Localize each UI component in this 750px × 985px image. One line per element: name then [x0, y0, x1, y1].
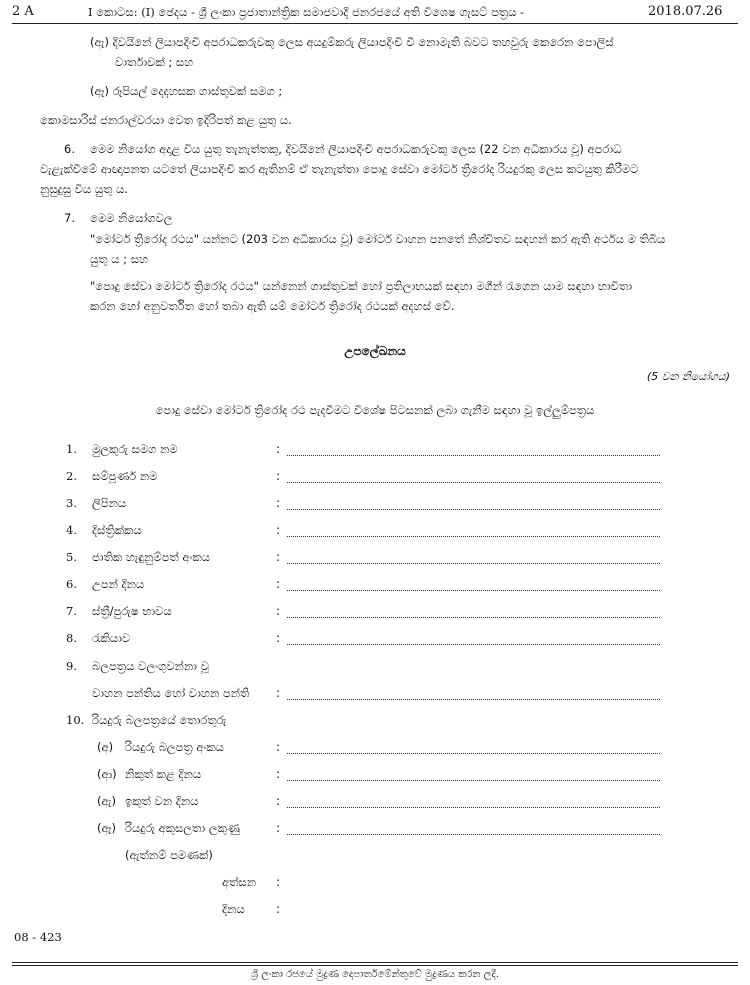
clause7-number: 7.	[64, 211, 75, 225]
field-number: 3.	[66, 496, 77, 510]
field-colon: :	[276, 631, 281, 645]
signature-label: අත්සන	[222, 875, 257, 889]
field-label-demerit-points: රියදුරු අකුසලතා ලකුණු	[125, 821, 240, 835]
field-label-name-with-initials: මුලකුරු සමග නම	[92, 442, 178, 456]
field-colon: :	[276, 767, 281, 781]
field-colon: :	[276, 442, 281, 456]
field-label-licence-valid-for: බලපත්‍රය වලංගුවන්නා වූ	[92, 659, 209, 673]
full-name-input[interactable]	[287, 482, 660, 483]
field-number: 1.	[66, 442, 77, 456]
licence-item-letter: (ඇ)	[97, 794, 116, 808]
field-number: 6.	[66, 577, 77, 591]
field-colon: :	[276, 577, 281, 591]
footer-printer: ශ්‍රී ලංකා රජයේ මුද්‍රණ දෙපාර්තමේන්තුවේ මුද්‍රණය කරන ලදී.	[251, 969, 499, 980]
field-colon: :	[276, 469, 281, 483]
clause6-line2: වැළැක්වීමේ ආඥාපනත යටතේ ලියාපදිංචි කර ඇතිනම් ඒ තැනැත්තා පොදු සේවා මෝටර් ත්‍රිරෝද රියදුරකු ලෙස කටයුතු කිරීමට	[40, 162, 639, 176]
field-label-licence-number: රියදුරු බලපත්‍ර අංකය	[125, 740, 224, 754]
field-colon: :	[276, 550, 281, 564]
field-label-district: දිස්ත්‍රික්කය	[92, 523, 142, 537]
field-colon: :	[276, 740, 281, 754]
field-colon: :	[276, 604, 281, 618]
field-label-expiry-date: ඉකුත් වන දිනය	[125, 794, 199, 808]
field-number: 4.	[66, 523, 77, 537]
clause6-line1: මෙම නියෝග අදාළ විය යුතු තැනැත්තකු, දිවයිනේ ලියාපදිංචි අපරාධකරුවකු ලෙස (22 වන අධිකාරය වූ) අපරාධ	[90, 142, 622, 156]
licence-section-number: 10.	[66, 713, 85, 727]
nic-number-input[interactable]	[287, 563, 660, 564]
schedule-reference: (5 වන නියෝගය)	[646, 370, 730, 383]
field-number: 8.	[66, 631, 77, 645]
field-number: 2.	[66, 469, 77, 483]
clause7-def2-line1: "පොදු සේවා මෝටර් ත්‍රිරෝද රථය" යන්නෙන් ගාස්තුවක් හෝ ප්‍රතිලාභයක් සඳහා මගීන් රැගෙන යාම සඳහා භාවිතා	[90, 279, 633, 293]
intro-commissioner: කොමසාරිස් ජනරාල්වරයා වෙත ඉදිරිපත් කළ යුතු ය.	[40, 113, 292, 127]
licence-number-input[interactable]	[287, 753, 660, 754]
field-colon: :	[276, 686, 281, 700]
page-number: 2 A	[12, 4, 34, 19]
field-number: 7.	[66, 604, 77, 618]
schedule-title: උපලේඛනය	[344, 344, 406, 358]
clause6-number: 6.	[64, 142, 75, 156]
clause6-line3: නුසුදුසු විය යුතු ය.	[40, 182, 129, 196]
date-label: දිනය	[222, 902, 245, 916]
field-colon: :	[276, 794, 281, 808]
field-label-date-of-birth: උපන් දිනය	[92, 577, 145, 591]
field-label-occupation: රැකියාව	[92, 631, 131, 645]
form-title: පොදු සේවා මෝටර් ත්‍රිරෝද රථ පැදවීමට විශේෂ පිටසනක් ලබා ගැනීම සඳහා වූ ඉල්ලුම්පත්‍රය	[155, 403, 595, 417]
header-rule	[12, 23, 738, 24]
clause7-def2-line2: කරන හෝ අනුවර්තිත හෝ තබා ඇති යම් මෝටර් ත්‍රිරෝද රථයක් අදහස් වේ.	[90, 299, 455, 313]
date-of-birth-input[interactable]	[287, 590, 660, 591]
demerit-points-input[interactable]	[287, 834, 660, 835]
field-label-issue-date: නිකුත් කළ දිනය	[125, 767, 202, 781]
address-input[interactable]	[287, 509, 660, 510]
field-colon: :	[276, 875, 281, 889]
occupation-input[interactable]	[287, 644, 660, 645]
intro-item-a-line1: (ඇ) දිවයිනේ ලියාපදිංචි අපරාධකරුවකු ලෙස අයදුම්කරු ලියාපදිංචි වී නොමැති බවට තහවුරු කෙරෙන පොලිස්	[90, 35, 614, 49]
field-label-full-name: සම්පූර්ණ නම	[92, 469, 158, 483]
expiry-date-input[interactable]	[287, 807, 660, 808]
footer-code: 08 - 423	[14, 930, 62, 944]
field-label-nic-number: ජාතික හැඳුනුම්පත් අංකය	[92, 550, 211, 564]
licence-item-letter: (ආ)	[97, 767, 117, 781]
field-number: 5.	[66, 550, 77, 564]
field-label-address: ලිපිනය	[92, 496, 127, 510]
intro-item-a-line2: වාර්තාවක් ; සහ	[115, 55, 194, 69]
clause7-def1-line2: යුතු ය ; සහ	[90, 252, 149, 266]
vehicle-class-input[interactable]	[287, 699, 660, 700]
licence-note: (ඇත්නම් පමණක්)	[125, 848, 213, 862]
footer-rule-top	[12, 962, 738, 963]
licence-item-letter: (ඈ)	[97, 821, 116, 835]
field-colon: :	[276, 496, 281, 510]
clause7-heading: මෙම නියෝගවල	[90, 211, 173, 225]
footer-rule-bottom	[12, 965, 738, 966]
field-number: 9.	[66, 659, 77, 673]
name-with-initials-input[interactable]	[287, 455, 660, 456]
intro-item-b: (ඈ) රූපියල් දෙදහසක ගාස්තුවක් සමග ;	[90, 84, 283, 98]
licence-item-letter: (අ)	[97, 740, 114, 754]
clause7-def1-line1: "මෝටර් ත්‍රිරෝද රථය" යන්නට (203 වන අධිකාරය වූ) මෝටර් වාහන පනතේ නිශ්චිතව සඳහන් කර ඇති අර්ථය ම තිබිය	[90, 232, 666, 246]
field-colon: :	[276, 821, 281, 835]
field-label-gender: ස්ත්‍රී/පුරුෂ භාවය	[92, 604, 172, 618]
gazette-title: I කොටස: (I) ඡෙදය - ශ්‍රී ලංකා ප්‍රජාතාන්ත්‍රික සමාජවාදී ජනරජයේ අති විශෙෂ ගැසට් පත්‍රය -	[88, 5, 524, 19]
field-colon: :	[276, 902, 281, 916]
gender-input[interactable]	[287, 617, 660, 618]
gazette-date: 2018.07.26	[648, 4, 723, 19]
district-input[interactable]	[287, 536, 660, 537]
issue-date-input[interactable]	[287, 780, 660, 781]
field-colon: :	[276, 523, 281, 537]
licence-section-label: රියදුරු බලපත්‍රයේ තොරතුරු	[92, 713, 227, 727]
field-label-vehicle-class: වාහන පන්තිය හෝ වාහන පන්ති	[92, 686, 250, 700]
